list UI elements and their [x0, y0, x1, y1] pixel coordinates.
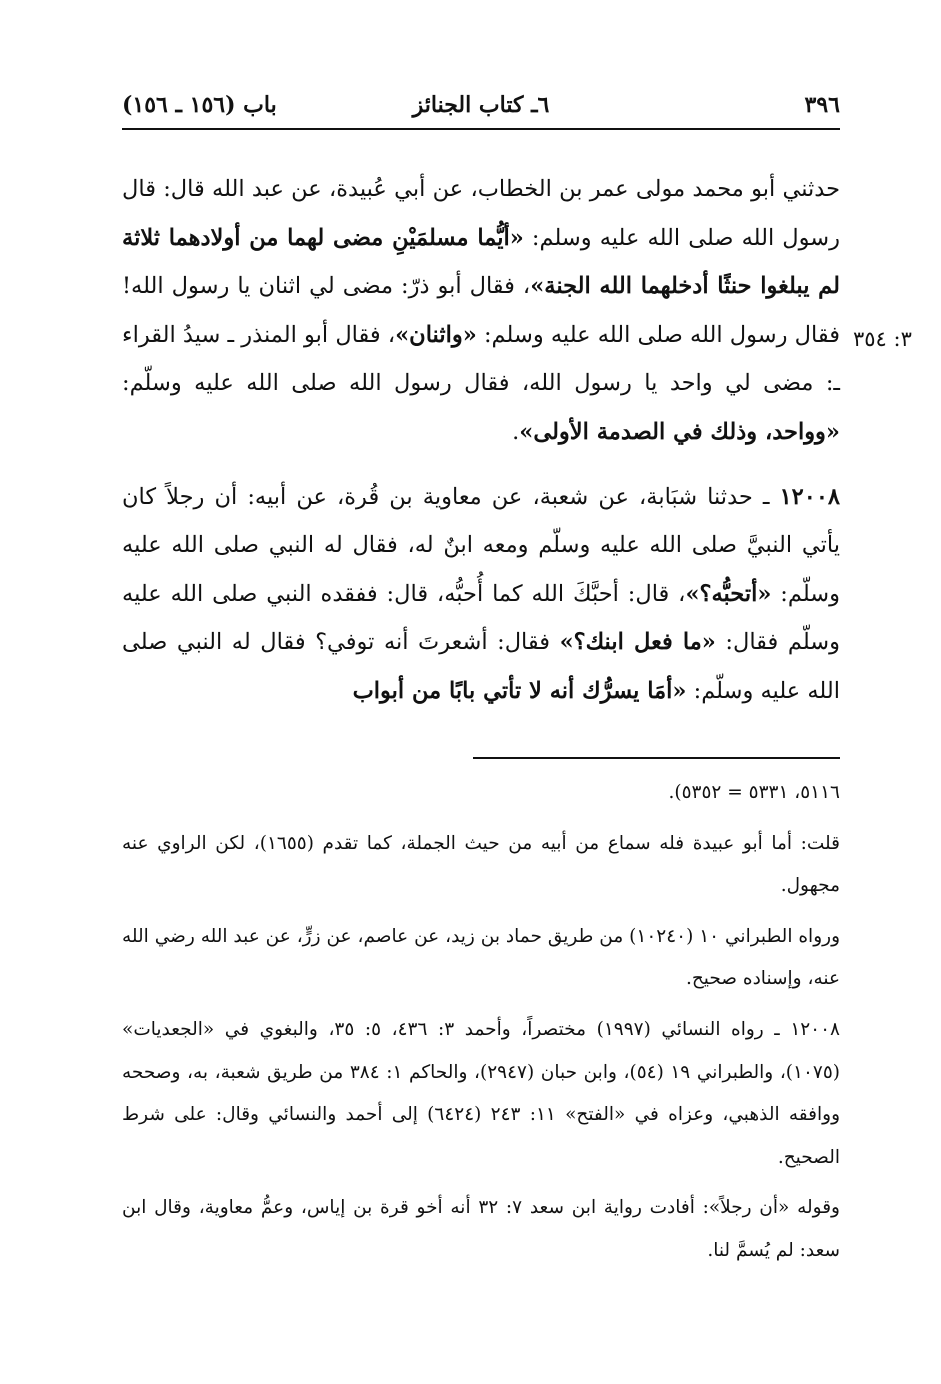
hadith-text: .	[512, 418, 520, 445]
prophetic-quote: «أتحبُّه؟»	[685, 580, 772, 607]
footnote-paragraph: قلت: أما أبو عبيدة فله سماع من أبيه من حيث الجملة، كما تقدم (١٦٥٥)، لكن الراوي عنه مجهول.	[122, 832, 840, 897]
page-number: ٣٩٦	[804, 92, 840, 118]
hadith-paragraph	[122, 473, 840, 716]
footnote-paragraph: ورواه الطبراني ١٠ (١٠٢٤٠) من طريق حماد بن زيد، عن عاصم، عن زرٍّ، عن عبد الله رضي الله عنه، وإسناده صحيح.	[122, 925, 841, 990]
footnote-paragraph: وقوله «أن رجلاً»: أفادت رواية ابن سعد ٧: ٣٢ أنه أخو قرة بن إياس، وعمُّ معاوية، وقال ابن سعد: لم يُسمَّ لنا.	[122, 1197, 840, 1261]
hadith-text: ـ حدثنا شبَابة، عن شعبة، عن معاوية بن قُرة، عن أبيه: أن رجلاً كان يأتي النبيَّ صلى الله عليه وسلّم ومعه ابنٌ له، فقال له النبي صلى الله عليه وسلّم:	[122, 483, 841, 607]
hadith-text: ، قال: أحبَّكَ الله كما أُحبُّه، قال: ففقده النبي صلى الله عليه وسلّم فقال:	[122, 580, 840, 656]
footnote-paragraph: ١٢٠٠٨ ـ رواه النسائي (١٩٩٧) مختصراً، وأحمد ٣: ٤٣٦، ٥: ٣٥، والبغوي في «الجعديات» (١٠٧٥)، والطبراني ١٩ (٥٤)، وابن حبان (٢٩٤٧)، والحاكم ١: ٣٨٤ من طريق شعبة، به، وصححه ووافقه الذهبي، وعزاه في «الفتح» ١١: ٢٤٣ (٦٤٢٤) إلى أحمد والنسائي وقال: على شرط الصحيح.	[122, 1018, 841, 1168]
hadith-text: ، فقال أبو ذرّ: مضى لي اثنان يا رسول الله! فقال رسول الله صلى الله عليه وسلم:	[122, 273, 840, 348]
prophetic-quote: «وواحد، وذلك في الصدمة الأولى»	[519, 418, 840, 445]
footnote-rule	[473, 757, 840, 759]
prophetic-quote: «واثنان»	[395, 321, 477, 348]
header-rule	[122, 128, 840, 130]
prophetic-quote: «ما فعل ابنك؟»	[559, 629, 716, 656]
prophetic-quote: «أمَا يسرُّك أنه لا تأتي بابًا من أبواب	[352, 677, 687, 704]
page-header	[122, 92, 840, 124]
book-title: ٦ـ كتاب الجنائز	[412, 92, 550, 118]
hadith-text: ، فقال أبو المنذر ـ سيدُ القراء ـ: مضى لي واحد يا رسول الله، فقال رسول الله صلى الله عليه وسلّم:	[122, 321, 840, 397]
hadith-number: ١٢٠٠٨	[779, 483, 840, 510]
main-text	[122, 165, 840, 716]
hadith-text: حدثني أبو محمد مولى عمر بن الخطاب، عن أبي عُبيدة، عن عبد الله قال: قال رسول الله صلى الله عليه وسلم:	[122, 176, 840, 251]
prophetic-quote: «أيُّما مسلمَيْنِ مضى لهما من أولادهما ثلاثة لم يبلغوا حنثًا أدخلهما الله الجنة»	[122, 224, 840, 300]
hadith-text: فقال: أشعرتَ أنه توفي؟ فقال له النبي صلى الله عليه وسلّم:	[122, 629, 840, 704]
chapter-title: باب (١٥٦ ـ ١٥٦)	[122, 92, 277, 118]
footnotes	[122, 772, 840, 1273]
margin-reference: ٣: ٣٥٤	[853, 327, 912, 351]
footnote-paragraph: ٥١١٦، ٥٣٣١ = ٥٣٥٢).	[668, 782, 840, 803]
hadith-paragraph	[122, 165, 840, 457]
